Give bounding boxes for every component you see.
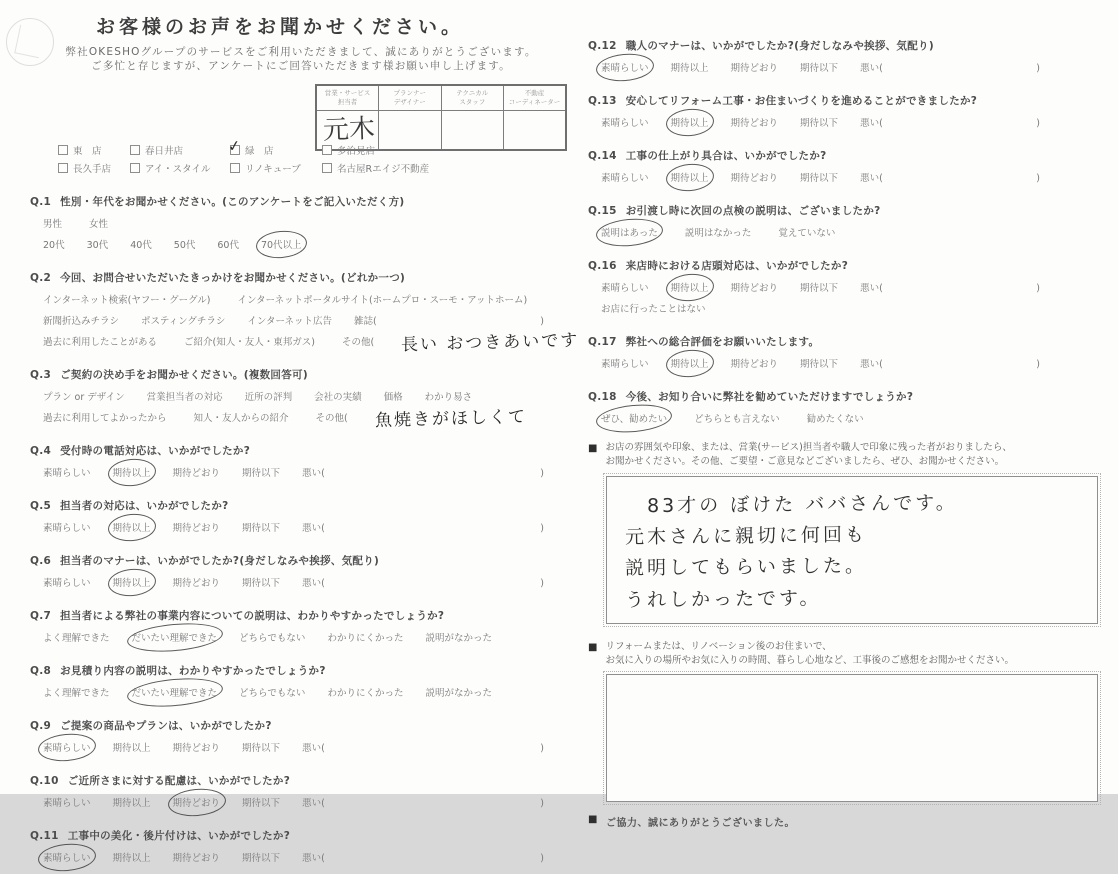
option: 素晴らしい bbox=[43, 523, 91, 535]
option-selected: 70代以上 bbox=[261, 237, 302, 251]
handwritten-staff-name: 元木 bbox=[322, 114, 376, 146]
paren-close: ) bbox=[540, 523, 544, 535]
option: 期待以下 bbox=[242, 798, 281, 810]
option: 期待以下 bbox=[242, 468, 281, 480]
checkbox-icon bbox=[58, 145, 68, 155]
checkbox-icon bbox=[322, 145, 332, 155]
question-q-3 bbox=[30, 367, 572, 432]
question-text: 安心してリフォーム工事・お住まいづくりを進めることができましたか? bbox=[625, 95, 978, 107]
option-selected: 期待以上 bbox=[671, 356, 709, 370]
question-q-5 bbox=[30, 498, 572, 534]
question-title bbox=[30, 608, 572, 623]
store-item bbox=[230, 143, 322, 157]
question-q-10 bbox=[30, 773, 572, 809]
option: 説明がなかった bbox=[425, 688, 492, 700]
option-row bbox=[588, 280, 1112, 294]
handwritten-comment-line: うれしかったです。 bbox=[624, 586, 822, 611]
option-selected: ぜひ、勧めたい bbox=[601, 411, 667, 425]
staff-column-line2: デザイナー bbox=[393, 98, 426, 106]
option: インターネット検索(ヤフー・グーグル) bbox=[43, 295, 211, 307]
subtitle-line-2: ご多忙と存じますが、アンケートにご回答いただきます様お願い申し上げます。 bbox=[91, 60, 511, 73]
question-title bbox=[30, 367, 572, 382]
question-text: 性別・年代をお聞かせください。(このアンケートをご記入いただく方) bbox=[60, 196, 405, 209]
option: よく理解できた bbox=[43, 688, 110, 700]
store-item bbox=[130, 143, 230, 157]
option: 悪い( bbox=[302, 523, 325, 535]
page-subtitle bbox=[30, 45, 572, 73]
option: ポスティングチラシ bbox=[141, 316, 226, 328]
option: 期待どおり bbox=[172, 578, 221, 590]
question-text: 今後、お知り合いに弊社を勧めていただけますでしょうか? bbox=[625, 391, 914, 403]
question-q-16 bbox=[588, 258, 1112, 315]
option-row bbox=[588, 411, 1112, 425]
checkbox-icon bbox=[322, 163, 332, 173]
option-row bbox=[588, 225, 1112, 239]
store-label: 緑 店 bbox=[245, 146, 274, 158]
question-title bbox=[30, 194, 572, 209]
option: 覚えていない bbox=[778, 228, 836, 239]
question-id: Q.12 bbox=[588, 40, 617, 52]
question-q-1 bbox=[30, 194, 572, 251]
question-q-2 bbox=[30, 270, 580, 356]
comment1-prompt-line2: お聞かせください。その他、ご要望・ご意見などございましたら、ぜひ、お聞かせください。 bbox=[605, 456, 1005, 468]
store-label: 多治見店 bbox=[337, 146, 376, 158]
option-row bbox=[30, 685, 572, 699]
option-row bbox=[30, 313, 572, 327]
paren-close: ) bbox=[540, 853, 544, 865]
option: 期待以下 bbox=[800, 283, 839, 294]
paren-close: ) bbox=[1036, 118, 1040, 129]
option: 女性 bbox=[89, 219, 109, 231]
question-q-11 bbox=[30, 828, 572, 864]
comment2-prompt bbox=[588, 640, 1112, 669]
option: 悪い( bbox=[860, 173, 883, 184]
option-selected: 期待以上 bbox=[671, 280, 709, 294]
question-title bbox=[30, 553, 572, 568]
staff-column-line2: 担当者 bbox=[337, 98, 358, 106]
option: 勧めたくない bbox=[806, 414, 864, 425]
option: わかりにくかった bbox=[327, 688, 404, 700]
option: 過去に利用してよかったから bbox=[43, 413, 167, 425]
option: 期待以下 bbox=[800, 173, 839, 184]
option: 40代 bbox=[130, 240, 152, 252]
option: 営業担当者の対応 bbox=[146, 392, 223, 404]
option-row bbox=[30, 407, 572, 432]
paren-close: ) bbox=[1036, 173, 1040, 184]
option: 説明はなかった bbox=[684, 228, 752, 239]
store-row bbox=[58, 143, 572, 157]
question-q-17 bbox=[588, 334, 1112, 370]
question-id: Q.5 bbox=[30, 500, 52, 513]
option: 悪い( bbox=[302, 743, 325, 755]
staff-column-line1: テクニカル bbox=[456, 89, 489, 98]
option: 素晴らしい bbox=[601, 359, 649, 370]
question-id: Q.8 bbox=[30, 665, 52, 678]
question-text: 受付時の電話対応は、いかがでしたか? bbox=[60, 445, 251, 458]
option-row bbox=[30, 331, 580, 356]
option: 期待以下 bbox=[800, 63, 839, 74]
question-id: Q.4 bbox=[30, 445, 52, 458]
option: 期待どおり bbox=[172, 523, 221, 535]
option: 悪い( bbox=[860, 283, 883, 294]
option: 期待以下 bbox=[242, 523, 281, 535]
question-q-15 bbox=[588, 203, 1112, 239]
question-title bbox=[30, 498, 572, 513]
option: お店に行ったことはない bbox=[601, 304, 706, 315]
comment-box-after-construction bbox=[606, 674, 1098, 802]
option-row bbox=[30, 216, 572, 230]
question-id: Q.10 bbox=[30, 775, 59, 788]
right-column bbox=[588, 28, 1112, 829]
option: その他( bbox=[341, 337, 375, 349]
question-id: Q.13 bbox=[588, 95, 617, 107]
paren-close: ) bbox=[1036, 283, 1040, 294]
question-title bbox=[588, 334, 1112, 349]
option: 期待どおり bbox=[730, 63, 779, 74]
option: 素晴らしい bbox=[43, 468, 91, 480]
option: 近所の評判 bbox=[244, 392, 293, 404]
question-text: ご提案の商品やプランは、いかがでしたか? bbox=[60, 720, 272, 733]
option-row bbox=[30, 237, 572, 251]
option: 悪い( bbox=[302, 853, 325, 865]
option-selected: 素晴らしい bbox=[43, 740, 91, 754]
option-selected: だいたい理解できた bbox=[132, 685, 218, 699]
option-row bbox=[30, 389, 572, 403]
store-item bbox=[230, 161, 322, 175]
question-text: 担当者のマナーは、いかがでしたか?(身だしなみや挨拶、気配り) bbox=[60, 555, 380, 568]
staff-column-line2: スタッフ bbox=[459, 98, 486, 106]
option: 期待以下 bbox=[242, 743, 281, 755]
option: 素晴らしい bbox=[43, 578, 91, 590]
square-bullet-icon: ■ bbox=[588, 814, 598, 825]
checkbox-icon bbox=[130, 163, 140, 173]
option-selected: 期待以上 bbox=[671, 115, 709, 129]
option-selected: だいたい理解できた bbox=[132, 630, 218, 644]
footer-thanks-text: ご協力、誠にありがとうございました。 bbox=[605, 818, 795, 829]
question-id: Q.9 bbox=[30, 720, 52, 733]
option: 期待どおり bbox=[730, 359, 779, 370]
option: 素晴らしい bbox=[601, 283, 649, 294]
option: 雑誌( bbox=[354, 316, 377, 328]
question-q-8 bbox=[30, 663, 572, 699]
paren-close: ) bbox=[1036, 359, 1040, 370]
checkbox-icon bbox=[58, 163, 68, 173]
question-id: Q.14 bbox=[588, 150, 617, 162]
question-text: 職人のマナーは、いかがでしたか?(身だしなみや挨拶、気配り) bbox=[625, 40, 934, 52]
staff-column-line1: プランナー bbox=[393, 89, 426, 98]
option: 素晴らしい bbox=[43, 798, 91, 810]
question-text: 来店時における店頭対応は、いかがでしたか? bbox=[625, 260, 849, 272]
store-label: 春日井店 bbox=[145, 146, 184, 158]
page-title: お客様のお声をお聞かせください。 bbox=[96, 16, 465, 38]
store-item bbox=[322, 143, 375, 157]
footer-thanks bbox=[588, 814, 1112, 829]
option: 期待以上 bbox=[670, 63, 709, 74]
option: どちらとも言えない bbox=[694, 414, 780, 425]
handwritten-comment-line: 説明してもらいました。 bbox=[624, 555, 868, 580]
option-row bbox=[30, 795, 572, 809]
option: 30代 bbox=[86, 240, 109, 252]
question-q-9 bbox=[30, 718, 572, 754]
store-item bbox=[322, 161, 429, 175]
question-q-7 bbox=[30, 608, 572, 644]
question-id: Q.3 bbox=[30, 369, 52, 382]
store-label: リノキューブ bbox=[245, 164, 301, 176]
square-bullet-icon: ■ bbox=[588, 641, 598, 653]
option: 期待以下 bbox=[800, 118, 839, 129]
option: 期待どおり bbox=[730, 173, 779, 184]
option: 期待どおり bbox=[172, 743, 221, 755]
question-q-18 bbox=[588, 389, 1112, 425]
handwritten-comment-line: 83才の ぼけた ババさんです。 bbox=[646, 491, 958, 517]
option: 悪い( bbox=[302, 468, 325, 480]
question-text: ご契約の決め手をお聞かせください。(複数回答可) bbox=[60, 369, 308, 382]
question-title bbox=[588, 258, 1112, 273]
question-id: Q.2 bbox=[30, 272, 52, 285]
store-label: アイ・スタイル bbox=[145, 164, 211, 176]
paren-close: ) bbox=[1036, 63, 1040, 74]
option: 期待以上 bbox=[112, 853, 151, 865]
option: 知人・友人からの紹介 bbox=[193, 413, 289, 425]
option-selected: 期待以上 bbox=[671, 170, 709, 184]
option: 素晴らしい bbox=[601, 173, 649, 184]
option: 悪い( bbox=[302, 578, 325, 590]
option-row bbox=[588, 301, 1112, 315]
question-title bbox=[30, 663, 572, 678]
comment1-prompt-text bbox=[605, 441, 1011, 470]
store-item bbox=[58, 143, 130, 157]
handwritten-answer: 魚焼きがほしくて bbox=[374, 407, 527, 432]
store-item bbox=[130, 161, 230, 175]
questions-right bbox=[588, 38, 1112, 425]
option-selected: 期待以上 bbox=[113, 520, 151, 534]
paren-close: ) bbox=[540, 316, 544, 328]
option-selected: 素晴らしい bbox=[601, 60, 649, 74]
question-id: Q.16 bbox=[588, 260, 617, 272]
question-text: 弊社への総合評価をお願いいたします。 bbox=[625, 336, 820, 348]
option: 男性 bbox=[43, 219, 63, 231]
option-row bbox=[30, 850, 572, 864]
option: ご紹介(知人・友人・東邦ガス) bbox=[184, 337, 315, 349]
question-id: Q.7 bbox=[30, 610, 52, 623]
option-selected: 素晴らしい bbox=[43, 850, 91, 864]
option: プラン or デザイン bbox=[43, 392, 125, 404]
checkbox-icon bbox=[130, 145, 140, 155]
question-q-6 bbox=[30, 553, 572, 589]
option-row bbox=[30, 465, 572, 479]
option-row bbox=[588, 170, 1112, 184]
option-row bbox=[30, 575, 572, 589]
question-q-4 bbox=[30, 443, 572, 479]
option: 価格 bbox=[383, 392, 403, 404]
question-text: 工事の仕上がり具合は、いかがでしたか? bbox=[625, 150, 827, 162]
option: 会社の実績 bbox=[314, 392, 362, 404]
question-text: ご近所さまに対する配慮は、いかがでしたか? bbox=[67, 775, 291, 788]
option: 期待どおり bbox=[730, 283, 779, 294]
option: 悪い( bbox=[302, 798, 325, 810]
left-column bbox=[30, 0, 580, 865]
question-title bbox=[30, 773, 572, 788]
option-row bbox=[588, 115, 1112, 129]
handwritten-comment-line: 元木さんに親切に何回も bbox=[624, 523, 868, 549]
option-selected: 期待以上 bbox=[113, 575, 151, 589]
store-checkbox-group bbox=[58, 143, 572, 175]
option-row bbox=[30, 630, 572, 644]
option: 期待以下 bbox=[800, 359, 839, 370]
option: その他( bbox=[315, 413, 348, 425]
question-q-13 bbox=[588, 93, 1112, 129]
option: 期待以下 bbox=[242, 853, 281, 865]
question-id: Q.17 bbox=[588, 336, 617, 348]
comment1-prompt-line1: お店の雰囲気や印象、または、営業(サービス)担当者や職人で印象に残った者がおりましたら、 bbox=[605, 442, 1012, 453]
option: 新聞折込みチラシ bbox=[43, 316, 120, 328]
store-label: 長久手店 bbox=[73, 164, 112, 176]
question-text: 担当者の対応は、いかがでしたか? bbox=[60, 500, 229, 513]
question-id: Q.6 bbox=[30, 555, 52, 568]
checkbox-icon bbox=[230, 163, 240, 173]
option-row bbox=[30, 292, 572, 306]
question-title bbox=[588, 93, 1112, 108]
option: 60代 bbox=[217, 240, 239, 252]
comment-box-impressions bbox=[606, 476, 1098, 624]
question-text: 今回、お問合せいただいたきっかけをお聞かせください。(どれか一つ) bbox=[60, 272, 406, 285]
option: わかり易さ bbox=[424, 392, 473, 404]
question-text: 工事中の美化・後片付けは、いかがでしたか? bbox=[67, 830, 291, 843]
option: 説明がなかった bbox=[425, 633, 492, 645]
option-selected: 期待どおり bbox=[173, 795, 221, 809]
question-id: Q.11 bbox=[30, 830, 59, 843]
option-selected: 説明はあった bbox=[601, 225, 658, 239]
question-id: Q.18 bbox=[588, 391, 617, 403]
question-text: 担当者による弊社の事業内容についての説明は、わかりやすかったでしょうか? bbox=[60, 610, 445, 623]
option: 悪い( bbox=[860, 118, 883, 129]
comment2-prompt-line1: リフォームまたは、リノベーション後のお住まいで、 bbox=[605, 640, 832, 652]
option: 50代 bbox=[173, 240, 196, 252]
option: わかりにくかった bbox=[327, 633, 404, 645]
question-title bbox=[588, 38, 1112, 53]
question-text: お見積り内容の説明は、わかりやすかったでしょうか? bbox=[60, 665, 326, 678]
option-row bbox=[30, 520, 572, 534]
option: 期待以下 bbox=[242, 578, 281, 590]
option-row bbox=[588, 60, 1112, 74]
option: 期待どおり bbox=[172, 468, 221, 480]
question-title bbox=[30, 443, 572, 458]
option: 悪い( bbox=[860, 63, 883, 74]
option: インターネット広告 bbox=[247, 316, 333, 328]
comment1-prompt bbox=[588, 441, 1112, 470]
option: 期待以上 bbox=[112, 798, 151, 810]
question-title bbox=[30, 718, 572, 733]
option: 20代 bbox=[43, 240, 65, 252]
question-id: Q.15 bbox=[588, 205, 617, 217]
question-id: Q.1 bbox=[30, 196, 52, 209]
question-title bbox=[588, 389, 1112, 404]
subtitle-line-1: 弊社OKESHOグループのサービスをご利用いただきまして、誠にありがとうございます。 bbox=[65, 46, 537, 58]
option: 悪い( bbox=[860, 359, 883, 370]
option: どちらでもない bbox=[239, 633, 306, 645]
option: どちらでもない bbox=[239, 688, 306, 700]
staff-column-line2: コーディネーター bbox=[508, 98, 561, 106]
option-row bbox=[30, 740, 572, 754]
option: インターネットポータルサイト(ホームプロ・スーモ・アットホーム) bbox=[237, 295, 528, 307]
store-label: 東 店 bbox=[73, 146, 102, 158]
option: 期待以上 bbox=[112, 743, 151, 755]
store-label: 名古屋Rエイジ不動産 bbox=[337, 164, 430, 176]
question-title bbox=[588, 203, 1112, 218]
question-q-14 bbox=[588, 148, 1112, 184]
option-row bbox=[588, 356, 1112, 370]
option: 期待どおり bbox=[172, 853, 221, 865]
paren-close: ) bbox=[540, 578, 544, 590]
store-item bbox=[58, 161, 130, 175]
questions-left bbox=[30, 194, 580, 865]
question-q-12 bbox=[588, 38, 1112, 74]
option-selected: 期待以上 bbox=[113, 465, 151, 479]
store-row bbox=[58, 161, 572, 175]
option: よく理解できた bbox=[43, 633, 110, 645]
paren-close: ) bbox=[540, 798, 544, 810]
question-title bbox=[30, 270, 572, 285]
square-bullet-icon: ■ bbox=[588, 443, 598, 454]
comment2-prompt-text bbox=[605, 640, 1014, 669]
question-title bbox=[588, 148, 1112, 163]
paren-close: ) bbox=[540, 743, 544, 755]
handwritten-answer: 長い おつきあいです bbox=[400, 331, 580, 356]
option: 期待どおり bbox=[730, 118, 779, 129]
option: 過去に利用したことがある bbox=[43, 337, 158, 349]
question-text: お引渡し時に次回の点検の説明は、ございましたか? bbox=[625, 205, 881, 217]
paren-close: ) bbox=[540, 468, 544, 480]
question-title bbox=[30, 828, 572, 843]
staff-column-line1: 営業・サービス bbox=[324, 89, 371, 98]
comment2-prompt-line2: お気に入りの場所やお気に入りの時間、暮らし心地など、工事後のご感想をお聞かせください。 bbox=[605, 654, 1014, 666]
checkbox-checked-icon bbox=[230, 145, 240, 155]
option: 素晴らしい bbox=[601, 118, 649, 129]
staff-column-line1: 不動産 bbox=[524, 89, 545, 98]
